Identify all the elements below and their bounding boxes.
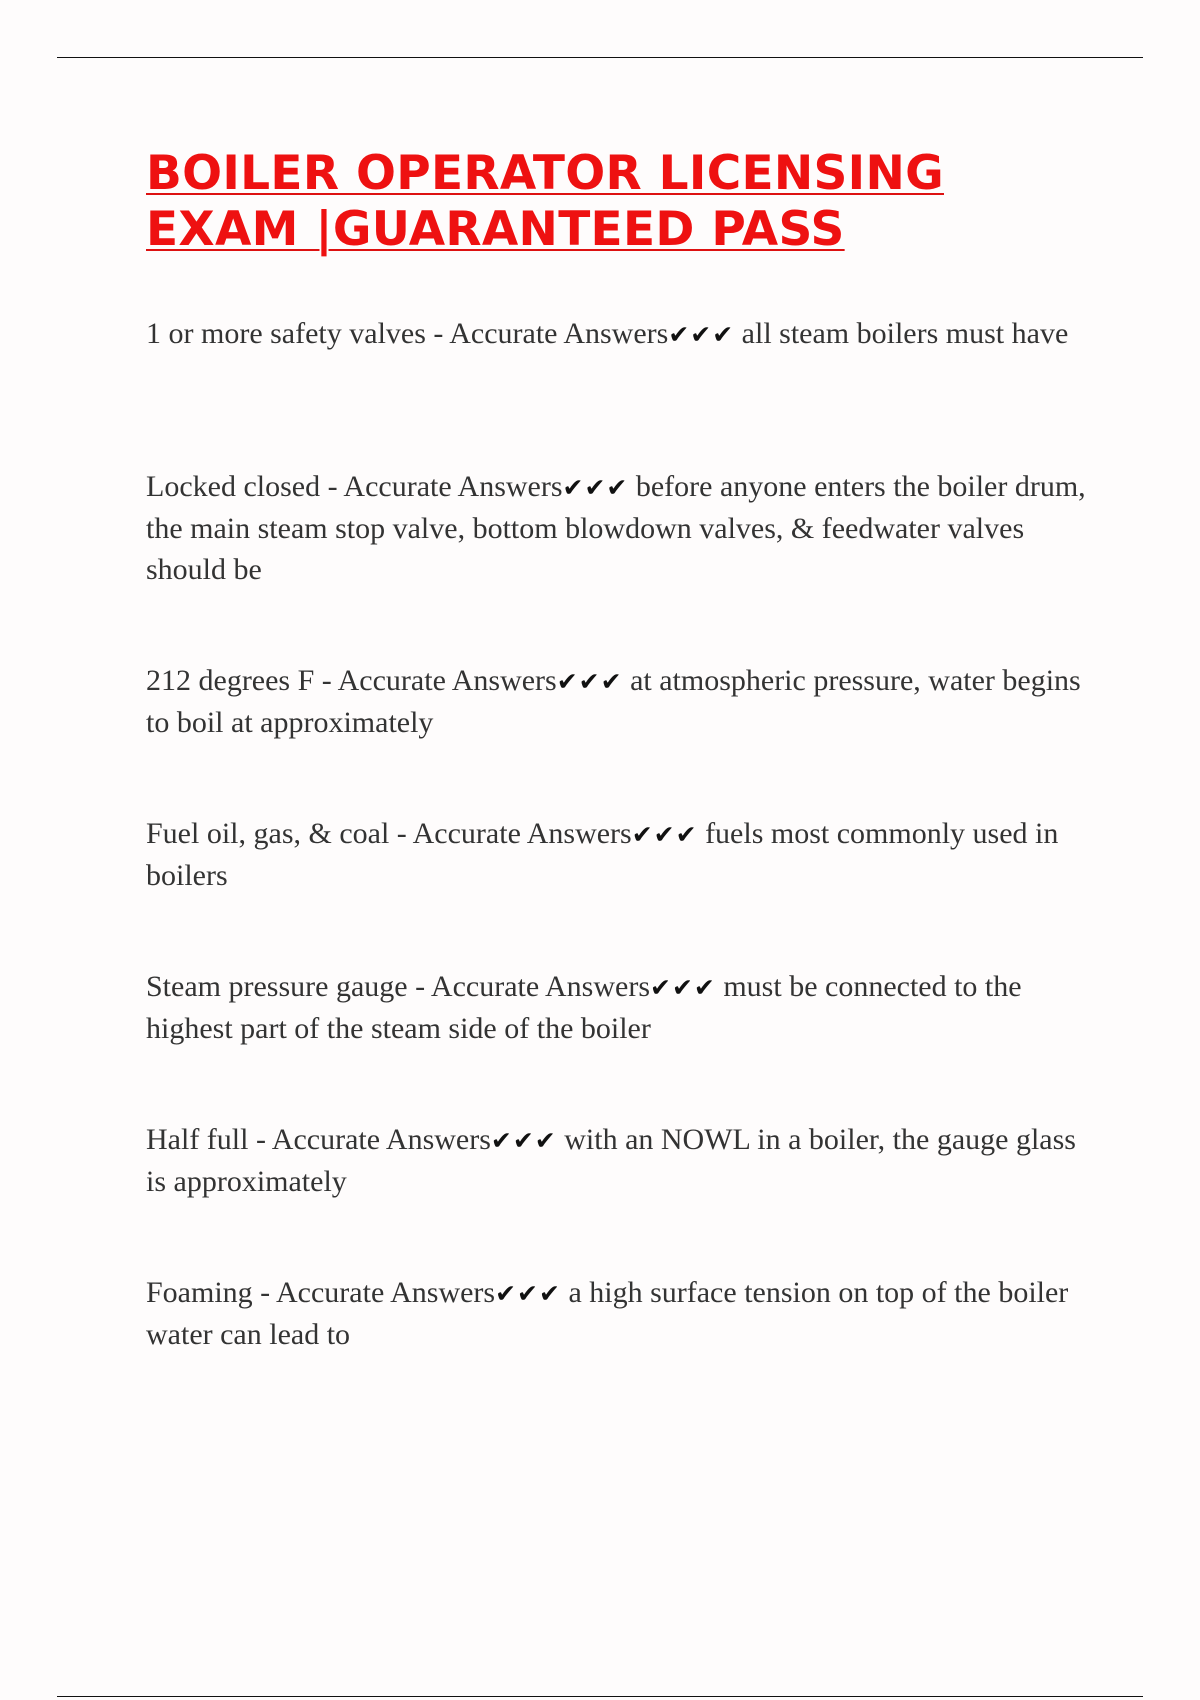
qa-item: [146, 466, 1086, 590]
check-marks-icon: ✔✔✔: [668, 320, 735, 349]
qa-term: 1 or more safety valves - Accurate Answers: [146, 317, 669, 350]
qa-item: [146, 966, 1086, 1049]
qa-term: 212 degrees F - Accurate Answers: [146, 664, 557, 697]
qa-item: [146, 660, 1086, 743]
qa-definition: with an NOWL in a boiler, the gauge glass is approximately: [146, 1123, 1076, 1198]
qa-item: [146, 813, 1086, 896]
qa-definition: all steam boilers must have: [734, 317, 1069, 350]
title-line-2: EXAM |GUARANTEED PASS: [146, 202, 845, 257]
qa-definition: must be connected to the highest part of the steam side of the boiler: [146, 970, 1022, 1045]
qa-definition: a high surface tension on top of the boiler water can lead to: [146, 1276, 1069, 1351]
qa-item: [146, 1272, 1086, 1355]
bottom-rule: [57, 1696, 1143, 1697]
qa-definition: at atmospheric pressure, water begins to boil at approximately: [146, 664, 1081, 739]
check-marks-icon: ✔✔✔: [495, 1279, 561, 1308]
document-title: [146, 146, 1046, 258]
check-marks-icon: ✔✔✔: [631, 820, 698, 849]
check-marks-icon: ✔✔✔: [556, 667, 623, 696]
top-rule: [57, 57, 1143, 58]
qa-definition: fuels most commonly used in boilers: [146, 817, 1059, 892]
qa-definition: before anyone enters the boiler drum, the main steam stop valve, bottom blowdown valves, & feedwater valves should be: [146, 470, 1086, 586]
qa-term: Locked closed - Accurate Answers: [146, 470, 563, 503]
check-marks-icon: ✔✔✔: [562, 473, 629, 502]
qa-item: [146, 313, 1086, 355]
check-marks-icon: ✔✔✔: [650, 973, 716, 1002]
title-line-1: BOILER OPERATOR LICENSING: [146, 146, 944, 201]
qa-term: Steam pressure gauge - Accurate Answers: [146, 970, 650, 1003]
qa-term: Foaming - Accurate Answers: [146, 1276, 496, 1309]
qa-term: Half full - Accurate Answers: [146, 1123, 491, 1156]
qa-term: Fuel oil, gas, & coal - Accurate Answers: [146, 817, 632, 850]
qa-item: [146, 1119, 1086, 1202]
check-marks-icon: ✔✔✔: [490, 1126, 557, 1155]
